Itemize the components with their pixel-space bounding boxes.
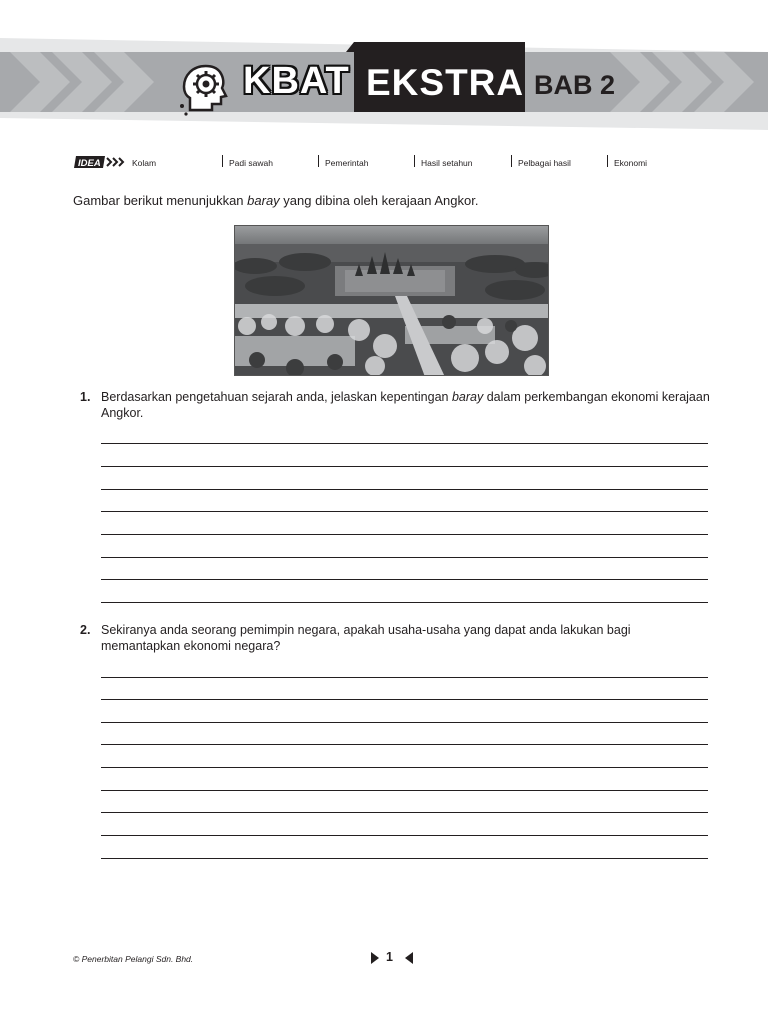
chapter-label: BAB 2 (534, 70, 616, 100)
angkor-baray-photo (234, 225, 549, 376)
question-text-before: Berdasarkan pengetahuan sejarah anda, jelaskan kepentingan (101, 390, 452, 404)
idea-badge (74, 156, 126, 168)
idea-separator (511, 155, 512, 167)
answer-line[interactable] (101, 677, 708, 678)
answer-line[interactable] (101, 602, 708, 603)
intro-text-before: Gambar berikut menunjukkan (73, 193, 248, 208)
answer-line[interactable] (101, 812, 708, 813)
intro-sentence (73, 193, 478, 208)
intro-text-after: yang dibina oleh kerajaan Angkor. (279, 193, 479, 208)
idea-keywords-row (74, 154, 714, 170)
ekstra-title: EKSTRA (366, 62, 525, 103)
right-arrow-icon (371, 952, 379, 964)
idea-item-padi-sawah: Padi sawah (229, 158, 273, 168)
question-2 (80, 622, 720, 656)
answer-line[interactable] (101, 579, 708, 580)
angkor-aerial-image (235, 226, 549, 376)
answer-line[interactable] (101, 489, 708, 490)
answer-line[interactable] (101, 767, 708, 768)
answer-line[interactable] (101, 557, 708, 558)
question-text-after: dalam perkembangan ekonomi kerajaan Angkor. (101, 390, 710, 420)
page-number-value: 1 (386, 950, 393, 964)
idea-separator (318, 155, 319, 167)
idea-separator (414, 155, 415, 167)
idea-item-ekonomi: Ekonomi (614, 158, 648, 168)
idea-item-pelbagai-hasil: Pelbagai hasil (518, 158, 571, 168)
intro-text-italic: baray (247, 193, 280, 208)
answer-line[interactable] (101, 722, 708, 723)
answer-line[interactable] (101, 511, 708, 512)
copyright-notice: © Penerbitan Pelangi Sdn. Bhd. (73, 954, 194, 964)
question-text-italic: baray (451, 390, 484, 404)
answer-line[interactable] (101, 835, 708, 836)
question-text (101, 622, 711, 654)
kbat-title: KBAT (243, 60, 350, 102)
answer-line[interactable] (101, 744, 708, 745)
idea-separator (607, 155, 608, 167)
page-number (370, 949, 414, 967)
question-1 (80, 389, 720, 423)
question-number: 1. (80, 390, 91, 404)
question-text (101, 389, 711, 421)
answer-line[interactable] (101, 699, 708, 700)
idea-separator (222, 155, 223, 167)
question-number: 2. (80, 623, 91, 637)
left-arrow-icon (405, 952, 413, 964)
question-text-before: Sekiranya anda seorang pemimpin negara, apakah usaha-usaha yang dapat anda lakukan bagi memantapkan ekonomi negara? (101, 623, 631, 653)
idea-badge-label: IDEA (78, 158, 101, 168)
answer-line[interactable] (101, 443, 708, 444)
idea-item-kolam: Kolam (132, 158, 157, 168)
answer-line[interactable] (101, 790, 708, 791)
answer-line[interactable] (101, 858, 708, 859)
head-gear-icon (176, 58, 236, 118)
idea-item-pemerintah: Pemerintah (325, 158, 369, 168)
answer-line[interactable] (101, 466, 708, 467)
answer-line[interactable] (101, 534, 708, 535)
idea-item-hasil-setahun: Hasil setahun (421, 158, 473, 168)
